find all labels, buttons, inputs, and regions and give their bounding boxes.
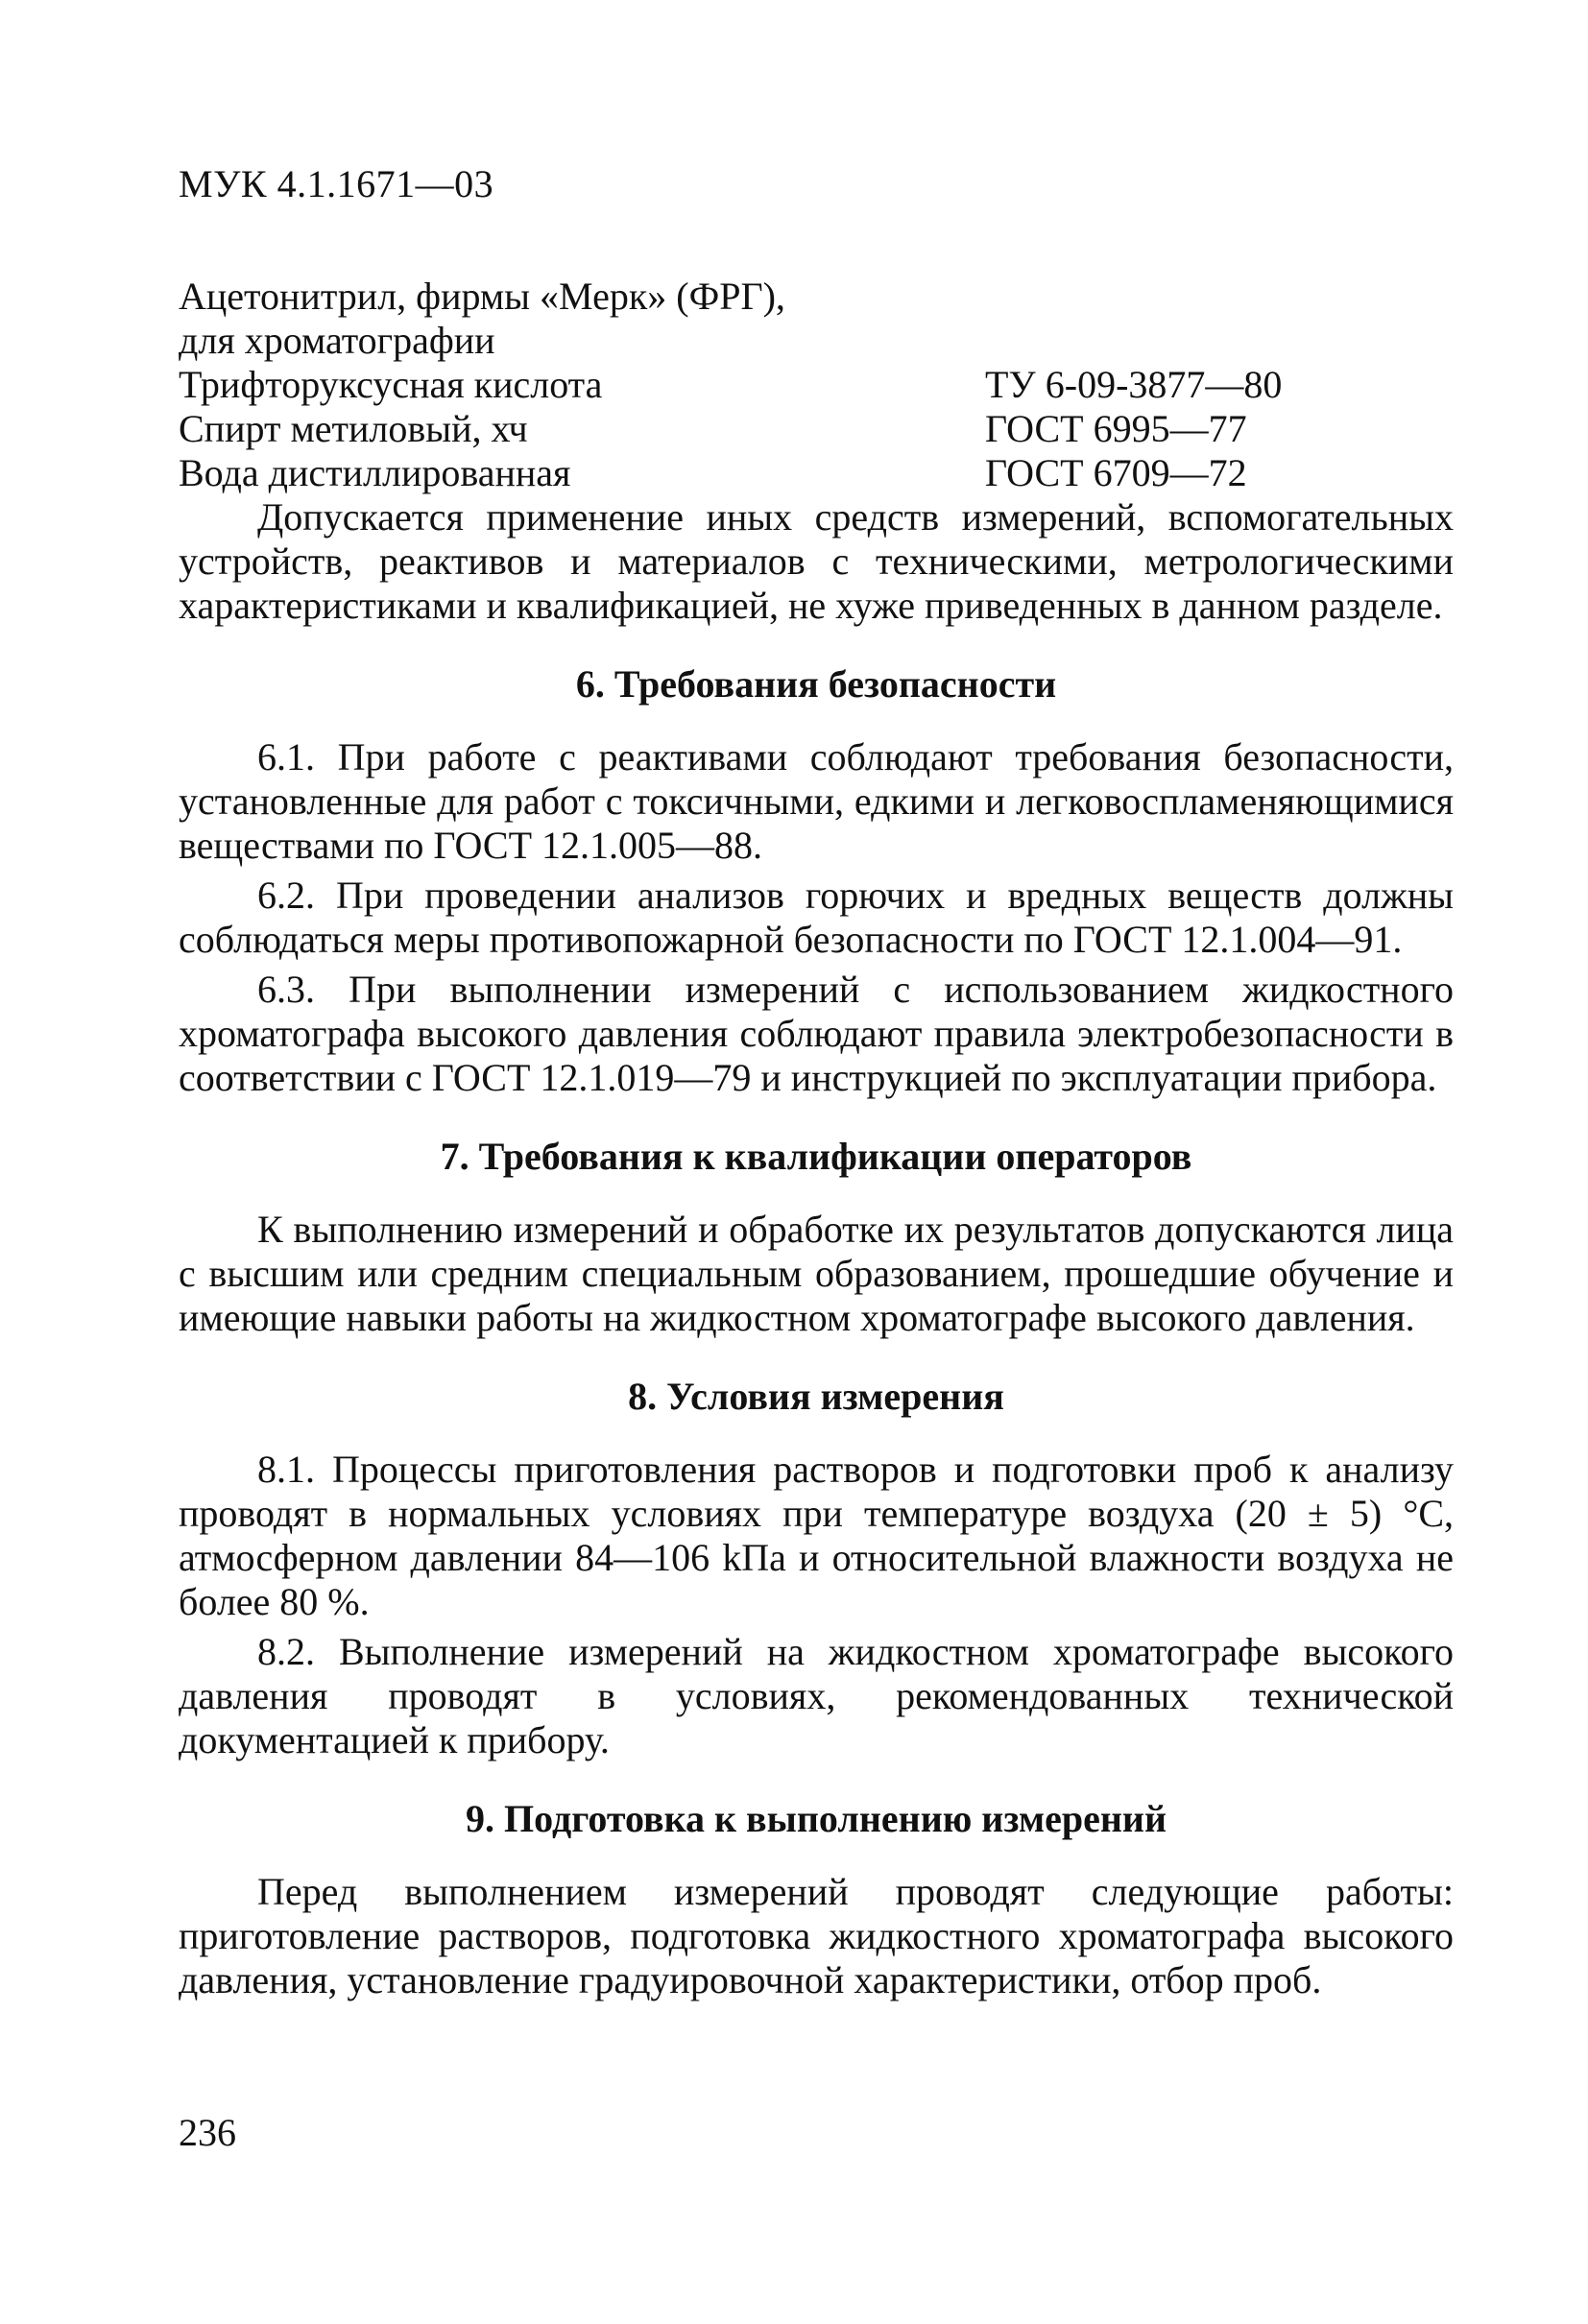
document-code-header: МУК 4.1.1671—03 xyxy=(179,162,494,205)
reagent-standard: ГОСТ 6995—77 xyxy=(985,407,1247,450)
reagent-row xyxy=(179,319,1454,363)
section-paragraph: К выполнению измерений и обработке их результатов допускаются лица с высшим или средним специальным образованием, прошедшие обучение и имеющие навыки работы на жидкостном хроматографе высокого давления. xyxy=(179,1208,1454,1339)
reagent-row xyxy=(179,363,1454,407)
reagent-name: Ацетонитрил, фирмы «Мерк» (ФРГ), xyxy=(179,275,785,318)
reagent-standard: ТУ 6-09-3877—80 xyxy=(985,363,1283,406)
reagent-row xyxy=(179,275,1454,319)
section-paragraph: 6.2. При проведении анализов горючих и вредных веществ должны соблюдаться меры противопожарной безопасности по ГОСТ 12.1.004—91. xyxy=(179,874,1454,961)
section-paragraph: 8.2. Выполнение измерений на жидкостном хроматографе высокого давления проводят в условиях, рекомендованных технической документацией к прибору. xyxy=(179,1630,1454,1761)
section-paragraph: Перед выполнением измерений проводят следующие работы: приготовление растворов, подготовка жидкостного хроматографа высокого давления, установление градуировочной характеристики, отбор проб. xyxy=(179,1870,1454,2001)
reagent-name: для хроматографии xyxy=(179,319,495,362)
section-heading-measurement-conditions: 8. Условия измерения xyxy=(628,1375,1004,1418)
reagent-name: Трифторуксусная кислота xyxy=(179,363,603,406)
section-paragraph: 8.1. Процессы приготовления растворов и подготовки проб к анализу проводят в нормальных условиях при температуре воздуха (20 ± 5) °С, атмосферном давлении 84—106 kПа и относительной влажности воздуха не более 80 %. xyxy=(179,1448,1454,1623)
section-paragraph: 6.3. При выполнении измерений с использованием жидкостного хроматографа высокого давления соблюдают правила электробезопасности в соответствии с ГОСТ 12.1.019—79 и инструкцией по эксплуатации прибора. xyxy=(179,968,1454,1099)
reagents-note-paragraph: Допускается применение иных средств измерений, вспомогательных устройств, реактивов и материалов с техническими, метрологическими характеристиками и квалификацией, не хуже приведенных в данном разделе. xyxy=(179,495,1454,627)
page-number: 236 xyxy=(179,2111,236,2154)
reagent-standard: ГОСТ 6709—72 xyxy=(985,451,1247,494)
page-content xyxy=(179,275,1454,2002)
reagent-standard xyxy=(985,319,1454,363)
section-heading-measurement-preparation: 9. Подготовка к выполнению измерений xyxy=(466,1797,1167,1840)
section-heading-operator-qualification: 7. Требования к квалификации операторов xyxy=(440,1135,1192,1178)
reagent-name: Спирт метиловый, хч xyxy=(179,407,528,450)
section-heading-safety: 6. Требования безопасности xyxy=(575,662,1057,706)
reagent-standard xyxy=(985,275,1454,319)
section-paragraph: 6.1. При работе с реактивами соблюдают требования безопасности, установленные для работ с токсичными, едкими и легковоспламеняющимися веществами по ГОСТ 12.1.005—88. xyxy=(179,735,1454,867)
reagent-row xyxy=(179,451,1454,495)
reagents-list xyxy=(179,275,1454,495)
reagent-row xyxy=(179,407,1454,451)
reagent-name: Вода дистиллированная xyxy=(179,451,571,494)
